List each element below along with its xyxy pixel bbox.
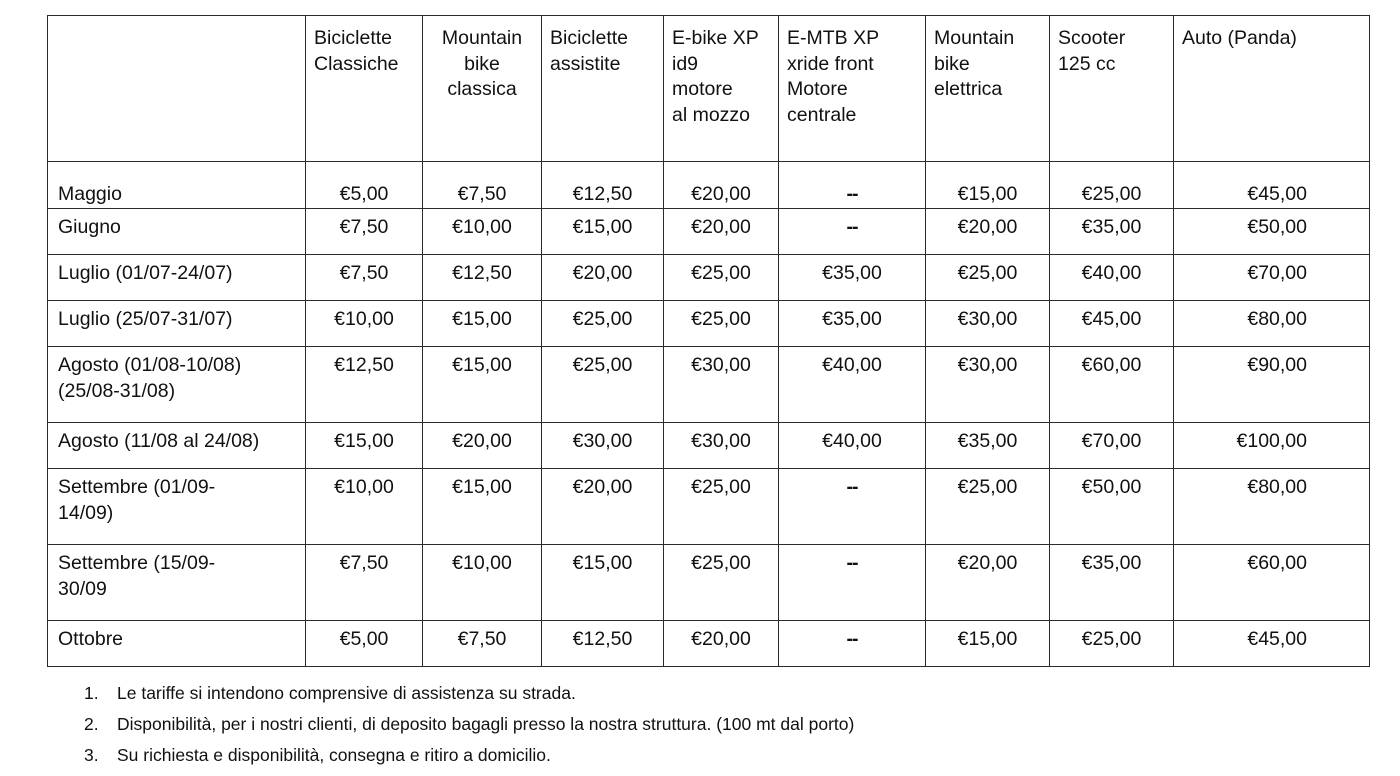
price-cell: €10,00 (423, 209, 542, 255)
price-cell: €80,00 (1174, 301, 1370, 347)
table-row (48, 255, 1370, 301)
period-cell: Agosto (11/08 al 24/08) (48, 423, 306, 469)
price-cell: €7,50 (423, 621, 542, 667)
not-available-cell: -- (779, 621, 926, 667)
price-cell: €35,00 (926, 423, 1050, 469)
period-cell: Luglio (25/07-31/07) (48, 301, 306, 347)
price-cell: €20,00 (926, 545, 1050, 621)
price-cell: €25,00 (1050, 621, 1174, 667)
price-cell: €25,00 (664, 255, 779, 301)
period-cell: Luglio (01/07-24/07) (48, 255, 306, 301)
price-cell: €25,00 (926, 469, 1050, 545)
price-cell: €5,00 (306, 162, 423, 209)
price-cell: €20,00 (423, 423, 542, 469)
table-row (48, 301, 1370, 347)
price-cell: €20,00 (542, 469, 664, 545)
price-cell: €10,00 (423, 545, 542, 621)
price-cell: €35,00 (779, 301, 926, 347)
price-cell: €45,00 (1174, 162, 1370, 209)
price-cell: €20,00 (664, 621, 779, 667)
price-cell: €12,50 (423, 255, 542, 301)
price-cell: €70,00 (1174, 255, 1370, 301)
period-cell: Ottobre (48, 621, 306, 667)
price-cell: €10,00 (306, 301, 423, 347)
period-cell: Agosto (01/08-10/08) (25/08-31/08) (48, 347, 306, 423)
price-cell: €25,00 (542, 347, 664, 423)
period-cell: Settembre (15/09- 30/09 (48, 545, 306, 621)
price-cell: €15,00 (423, 301, 542, 347)
price-cell: €90,00 (1174, 347, 1370, 423)
price-cell: €12,50 (542, 621, 664, 667)
footnote-number: 3. (84, 745, 99, 765)
price-cell: €25,00 (542, 301, 664, 347)
table-row (48, 621, 1370, 667)
header-ebike-xp: E-bike XP id9 motore al mozzo (664, 16, 779, 162)
rental-rates-table (47, 15, 1370, 667)
price-cell: €70,00 (1050, 423, 1174, 469)
price-cell: €60,00 (1174, 545, 1370, 621)
price-cell: €30,00 (664, 347, 779, 423)
price-cell: €15,00 (423, 469, 542, 545)
period-cell: Giugno (48, 209, 306, 255)
header-biciclette-classiche: Biciclette Classiche (306, 16, 423, 162)
price-cell: €15,00 (423, 347, 542, 423)
header-mountain-bike-classica: Mountain bike classica (423, 16, 542, 162)
table-row (48, 545, 1370, 621)
price-cell: €50,00 (1174, 209, 1370, 255)
price-cell: €40,00 (779, 423, 926, 469)
price-cell: €7,50 (306, 545, 423, 621)
not-available-cell: -- (779, 469, 926, 545)
price-cell: €25,00 (926, 255, 1050, 301)
price-cell: €50,00 (1050, 469, 1174, 545)
header-auto-panda: Auto (Panda) (1174, 16, 1370, 162)
price-cell: €25,00 (664, 469, 779, 545)
footnote-item (84, 678, 854, 709)
header-row (48, 16, 1370, 162)
price-cell: €45,00 (1174, 621, 1370, 667)
footnote-item (84, 709, 854, 740)
price-cell: €30,00 (664, 423, 779, 469)
price-cell: €20,00 (542, 255, 664, 301)
header-emtb-xp: E-MTB XP xride front Motore centrale (779, 16, 926, 162)
price-cell: €30,00 (926, 301, 1050, 347)
price-cell: €80,00 (1174, 469, 1370, 545)
not-available-cell: -- (779, 209, 926, 255)
period-cell: Maggio (48, 162, 306, 209)
price-cell: €15,00 (542, 545, 664, 621)
price-cell: €12,50 (542, 162, 664, 209)
price-cell: €15,00 (926, 162, 1050, 209)
table-row (48, 162, 1370, 209)
price-cell: €10,00 (306, 469, 423, 545)
price-cell: €30,00 (926, 347, 1050, 423)
footnote-number: 1. (84, 683, 99, 703)
footnote-item (84, 740, 854, 771)
table-row (48, 209, 1370, 255)
period-cell: Settembre (01/09- 14/09) (48, 469, 306, 545)
table-row (48, 347, 1370, 423)
price-cell: €20,00 (664, 209, 779, 255)
price-cell: €35,00 (1050, 545, 1174, 621)
header-empty-cell (48, 16, 306, 162)
header-mountain-bike-elettrica: Mountain bike elettrica (926, 16, 1050, 162)
price-cell: €15,00 (306, 423, 423, 469)
price-cell: €7,50 (306, 209, 423, 255)
footnote-number: 2. (84, 714, 99, 734)
price-cell: €12,50 (306, 347, 423, 423)
price-cell: €60,00 (1050, 347, 1174, 423)
price-cell: €30,00 (542, 423, 664, 469)
not-available-cell: -- (779, 545, 926, 621)
not-available-cell: -- (779, 162, 926, 209)
price-cell: €40,00 (779, 347, 926, 423)
price-cell: €35,00 (779, 255, 926, 301)
table-row (48, 469, 1370, 545)
price-cell: €15,00 (926, 621, 1050, 667)
header-biciclette-assistite: Biciclette assistite (542, 16, 664, 162)
table-row (48, 423, 1370, 469)
price-cell: €40,00 (1050, 255, 1174, 301)
price-cell: €15,00 (542, 209, 664, 255)
price-cell: €25,00 (664, 301, 779, 347)
price-cell: €100,00 (1174, 423, 1370, 469)
price-cell: €20,00 (926, 209, 1050, 255)
price-cell: €35,00 (1050, 209, 1174, 255)
footnote-text: Disponibilità, per i nostri clienti, di deposito bagagli presso la nostra struttura. (100 mt dal porto) (117, 714, 855, 734)
footnote-text: Le tariffe si intendono comprensive di assistenza su strada. (117, 683, 576, 703)
footnotes-list (84, 678, 854, 771)
price-cell: €25,00 (664, 545, 779, 621)
price-cell: €25,00 (1050, 162, 1174, 209)
price-cell: €7,50 (306, 255, 423, 301)
price-cell: €45,00 (1050, 301, 1174, 347)
price-cell: €5,00 (306, 621, 423, 667)
price-cell: €20,00 (664, 162, 779, 209)
price-cell: €7,50 (423, 162, 542, 209)
header-scooter: Scooter 125 cc (1050, 16, 1174, 162)
footnote-text: Su richiesta e disponibilità, consegna e ritiro a domicilio. (117, 745, 551, 765)
